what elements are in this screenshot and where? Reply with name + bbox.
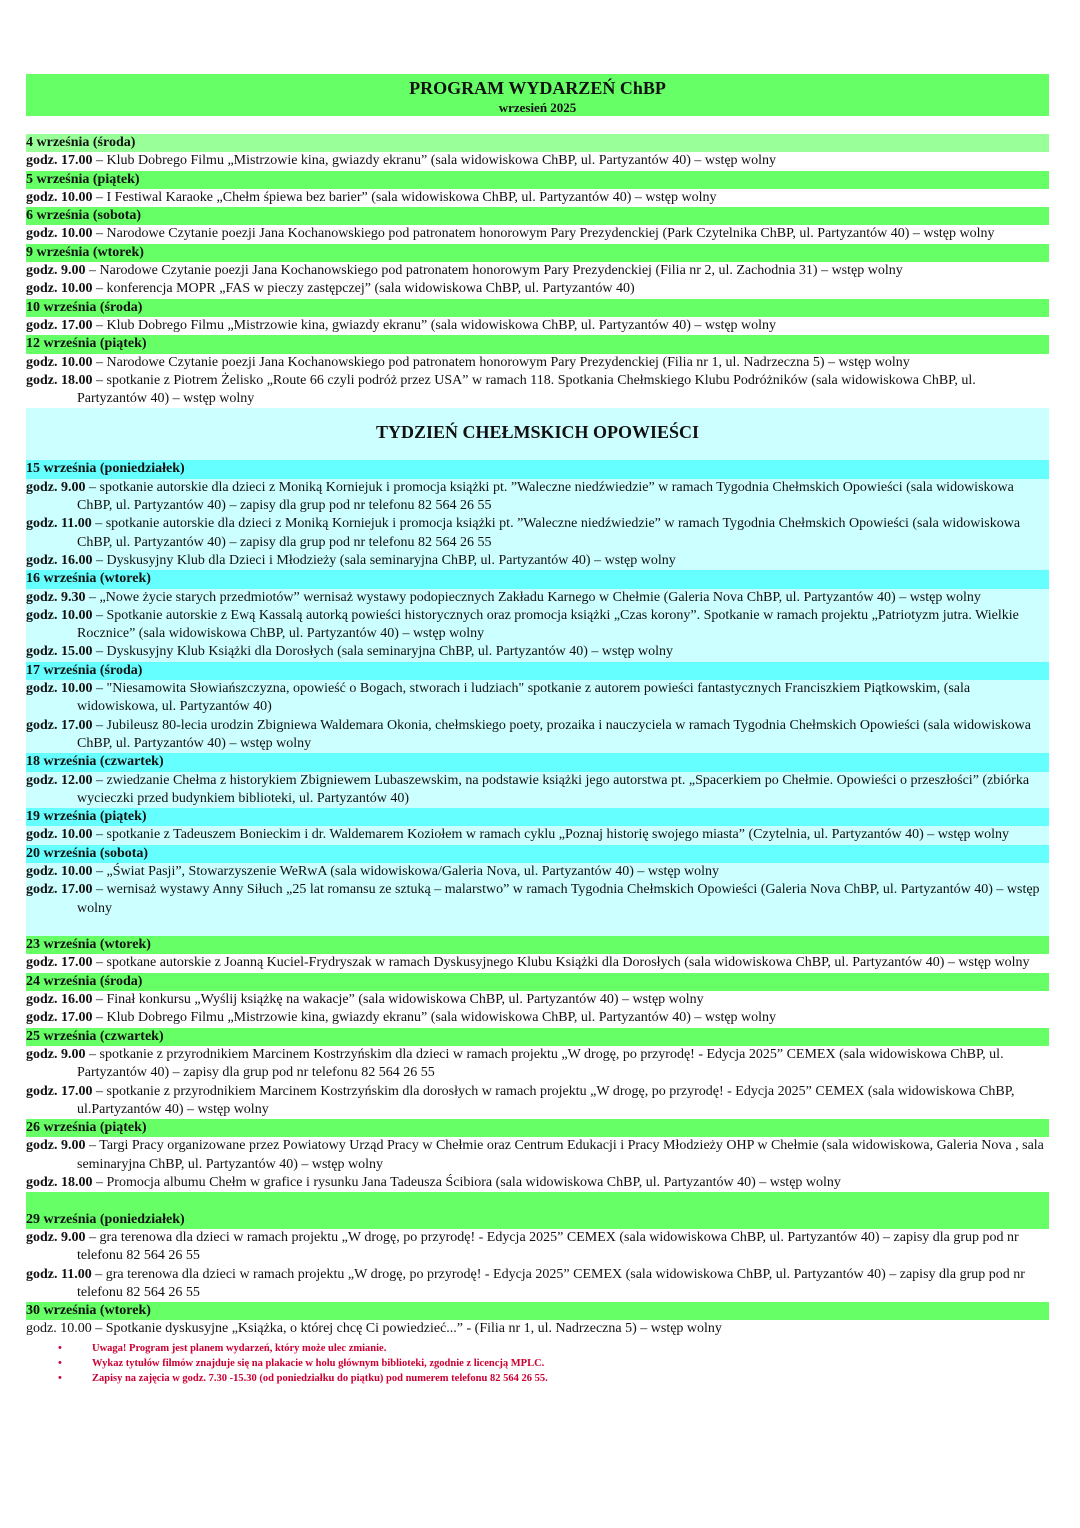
event-entry (26, 372, 1049, 409)
event-description: – Jubileusz 80-lecia urodzin Zbigniewa Waldemara Okonia, chełmskiego poety, prozaika i nauczyciela w ramach Tygodnia Chełmskich Opowieści (sala widowiskowa ChBP, ul. Partyzantów 40) – wstęp wolny (77, 717, 1031, 751)
event-entry (26, 189, 1049, 207)
event-description: – Finał konkursu „Wyślij książkę na wakacje” (sala widowiskowa ChBP, ul. Partyzantów 40) – wstęp wolny (92, 992, 704, 1008)
event-description: – wernisaż wystawy Anny Siłuch „25 lat romansu ze sztuką – malarstwo” w ramach Tygodnia Chełmskich Opowieści (Galeria Nova ChBP, ul. Partyzantów 40) – wstęp wolny (77, 882, 1040, 916)
program-header (26, 74, 1049, 116)
event-time: godz. 10.00 (26, 681, 93, 697)
event-entry (26, 1046, 1049, 1083)
event-description: – gra terenowa dla dzieci w ramach projektu „W drogę, po przyrodę! - Edycja 2025” CEMEX (sala widowiskowa ChBP, ul. Partyzantów 40) – zapisy dla grup pod nr telefonu 82 564 26 55 (77, 1229, 1019, 1264)
section-late-september (26, 936, 1049, 1192)
event-time: godz. 9.30 (26, 589, 86, 605)
event-description: – spotkanie z Tadeuszem Bonieckim i dr. Waldemarem Koziołem w ramach cyklu „Poznaj historię swojego miasta” (Czytelnia, ul. Partyzantów 40) – wstęp wolny (92, 827, 1009, 843)
event-description: – Targi Pracy organizowane przez Powiatowy Urząd Pracy w Chełmie oraz Centrum Edukacji i Pracy Młodzieży OHP w Chełmie (sala widowiskowa, Galeria Nova , sala seminaryjna ChBP, ul. Partyzantów 40) – wstęp wolny (77, 1138, 1044, 1172)
event-description: – Narodowe Czytanie poezji Jana Kochanowskiego pod patronatem honorowym Pary Prezydenckiej (Filia nr 1, ul. Nadrzeczna 5) – wstęp wolny (92, 354, 910, 370)
event-time: godz. 15.00 (26, 644, 93, 660)
event-time: godz. 9.00 (26, 479, 86, 495)
event-entry (26, 717, 1049, 754)
notes-list (26, 1341, 1049, 1387)
event-time: godz. 18.00 (26, 372, 93, 388)
event-entry (26, 607, 1049, 644)
event-entry (26, 1137, 1049, 1174)
event-time: godz. 9.00 (26, 1229, 86, 1245)
day-heading: 30 września (wtorek) (26, 1302, 1049, 1320)
event-entry (26, 772, 1049, 809)
event-entry (26, 225, 1049, 243)
event-time: godz. 10.00 (26, 827, 93, 843)
day-heading: 24 września (środa) (26, 973, 1049, 991)
event-description: – spotkane autorskie z Joanną Kuciel-Frydryszak w ramach Dyskusyjnego Klubu Książki dla Dorosłych (sala widowiskowa ChBP, ul. Partyzantów 40) – wstęp wolny (92, 955, 1030, 971)
event-entry (26, 479, 1049, 516)
event-description: – „Świat Pasji”, Stowarzyszenie WeRwA (sala widowiskowa/Galeria Nova, ul. Partyzantów 40) – wstęp wolny (92, 863, 720, 879)
day-heading: 6 września (sobota) (26, 207, 1049, 225)
event-entry (26, 1320, 1049, 1338)
event-time: godz. 18.00 (26, 1175, 93, 1191)
day-heading: 19 września (piątek) (26, 808, 1049, 826)
day-heading: 12 września (piątek) (26, 335, 1049, 353)
event-description: – konferencja MOPR „FAS w pieczy zastępczej” (sala widowiskowa ChBP, ul. Partyzantów 40) (92, 281, 635, 297)
event-time: godz. 9.00 (26, 1138, 86, 1154)
week-title: TYDZIEŃ CHEŁMSKICH OPOWIEŚCI (375, 422, 700, 443)
section-week-of-stories (26, 460, 1049, 917)
event-time: godz. 10.00 (26, 607, 93, 623)
event-entry (26, 1009, 1049, 1027)
day-heading: 26 września (piątek) (26, 1119, 1049, 1137)
event-description: – gra terenowa dla dzieci w ramach projektu „W drogę, po przyrodę! - Edycja 2025” CEMEX (sala widowiskowa ChBP, ul. Partyzantów 40) – zapisy dla grup pod nr telefonu 82 564 26 55 (77, 1266, 1025, 1300)
event-entry (26, 1083, 1049, 1120)
day-heading: 4 września (środa) (26, 134, 1049, 152)
event-description: – spotkanie z przyrodnikiem Marcinem Kostrzyńskim dla dorosłych w ramach projektu „W drogę, po przyrodę! - Edycja 2025” CEMEX (sala widowiskowa ChBP, ul.Partyzantów 40) – wstęp wolny (77, 1083, 1015, 1117)
day-heading: 20 września (sobota) (26, 845, 1049, 863)
day-heading: 9 września (wtorek) (26, 244, 1049, 262)
event-entry (26, 643, 1049, 661)
day-heading: 15 września (poniedziałek) (26, 460, 1049, 478)
event-time: godz. 10.00 (26, 226, 93, 242)
day-heading: 10 września (środa) (26, 299, 1049, 317)
event-description: – "Niesamowita Słowiańszczyzna, opowieść o Bogach, stworach i ludziach" spotkanie z autorem powieści fantastycznych Franciszkiem Piątkowskim, (sala widowiskowa, ul. Partyzantów 40) (77, 681, 971, 715)
program-subtitle: wrzesień 2025 (498, 100, 577, 115)
event-time: godz. 16.00 (26, 992, 93, 1008)
event-entry (26, 1229, 1049, 1266)
event-time: godz. 9.00 (26, 263, 86, 279)
day-heading: 25 września (czwartek) (26, 1028, 1049, 1046)
event-time: godz. 17.00 (26, 1083, 93, 1099)
event-entry (26, 1174, 1049, 1192)
week-of-stories-region (26, 408, 1049, 936)
event-description: – Promocja albumu Chełm w grafice i rysunku Jana Tadeusza Ścibiora (sala widowiskowa ChBP, ul. Partyzantów 40) – wstęp wolny (92, 1175, 841, 1191)
event-description: – spotkanie autorskie dla dzieci z Moniką Korniejuk i promocja książki pt. ”Waleczne niedźwiedzie” w ramach Tygodnia Chełmskich Opowieści (sala widowiskowa ChBP, ul. Partyzantów 40) – zapisy dla grup pod nr telefonu 82 564 26 55 (77, 479, 1014, 514)
note-item: • Wykaz tytułów filmów znajduje się na plakacie w holu głównym biblioteki, zgodnie z licencją MPLC. (26, 1356, 1049, 1371)
event-description: – Narodowe Czytanie poezji Jana Kochanowskiego pod patronatem honorowym Pary Prezydenckiej (Park Czytelnika ChBP, ul. Partyzantów 40) – wstęp wolny (92, 226, 995, 242)
event-time: godz. 17.00 (26, 717, 93, 733)
event-time: godz. 16.00 (26, 552, 93, 568)
event-entry (26, 589, 1049, 607)
event-description: – spotkanie autorskie dla dzieci z Moniką Korniejuk i promocja książki pt. ”Waleczne niedźwiedzie” w ramach Tygodnia Chełmskich Opowieści (sala widowiskowa ChBP, ul. Partyzantów 40) – zapisy dla grup pod nr telefonu 82 564 26 55 (77, 516, 1021, 550)
event-time: godz. 11.00 (26, 1266, 92, 1282)
event-entry (26, 826, 1049, 844)
event-entry (26, 552, 1049, 570)
event-entry (26, 280, 1049, 298)
spacer (26, 918, 1049, 936)
event-description: – spotkanie z przyrodnikiem Marcinem Kostrzyńskim dla dzieci w ramach projektu „W drogę, po przyrodę! - Edycja 2025” CEMEX (sala widowiskowa ChBP, ul. Partyzantów 40) – zapisy dla grup pod nr telefonu 82 564 26 55 (77, 1046, 1004, 1081)
event-description: – Dyskusyjny Klub Książki dla Dorosłych (sala seminaryjna ChBP, ul. Partyzantów 40) – wstęp wolny (92, 644, 674, 660)
day-heading: 16 września (wtorek) (26, 570, 1049, 588)
day-heading: 5 września (piątek) (26, 171, 1049, 189)
day-heading: 18 września (czwartek) (26, 753, 1049, 771)
day-heading: 17 września (środa) (26, 662, 1049, 680)
event-description: – Klub Dobrego Filmu „Mistrzowie kina, gwiazdy ekranu” (sala widowiskowa ChBP, ul. Partyzantów 40) – wstęp wolny (92, 1010, 777, 1026)
event-time: godz. 11.00 (26, 516, 92, 532)
event-description: godz. 10.00 – Spotkanie dyskusyjne „Książka, o której chcę Ci powiedzieć...” - (Filia nr 1, ul. Nadrzeczna 5) – wstęp wolny (26, 1321, 722, 1337)
event-entry (26, 354, 1049, 372)
event-time: godz. 10.00 (26, 189, 93, 205)
event-time: godz. 17.00 (26, 955, 93, 971)
program-document (26, 74, 1049, 1386)
event-time: godz. 12.00 (26, 772, 93, 788)
event-entry (26, 881, 1049, 918)
event-description: – „Nowe życie starych przedmiotów” wernisaż wystawy podopiecznych Zakładu Karnego w Chełmie (Galeria Nova ChBP, ul. Partyzantów 40) – wstęp wolny (85, 589, 981, 605)
event-time: godz. 10.00 (26, 354, 93, 370)
note-item: • Uwaga! Program jest planem wydarzeń, który może ulec zmianie. (26, 1341, 1049, 1356)
event-entry (26, 515, 1049, 552)
note-item: • Zapisy na zajęcia w godz. 7.30 -15.30 (od poniedziałku do piątku) pod numerem telefonu 82 564 26 55. (26, 1371, 1049, 1386)
event-time: godz. 17.00 (26, 882, 93, 898)
event-description: – Klub Dobrego Filmu „Mistrzowie kina, gwiazdy ekranu” (sala widowiskowa ChBP, ul. Partyzantów 40) – wstęp wolny (92, 317, 777, 333)
event-entry (26, 152, 1049, 170)
section-end-september (26, 1211, 1049, 1339)
event-entry (26, 1266, 1049, 1303)
event-description: – Dyskusyjny Klub dla Dzieci i Młodzieży (sala seminaryjna ChBP, ul. Partyzantów 40) – wstęp wolny (92, 552, 676, 568)
event-entry (26, 954, 1049, 972)
event-entry (26, 680, 1049, 717)
section-early-september (26, 134, 1049, 408)
event-time: godz. 17.00 (26, 1010, 93, 1026)
event-time: godz. 17.00 (26, 317, 93, 333)
event-description: – spotkanie z Piotrem Żelisko „Route 66 czyli podróż przez USA” w ramach 118. Spotkania Chełmskiego Klubu Podróżników (sala widowiskowa ChBP, ul. Partyzantów 40) – wstęp wolny (77, 372, 976, 407)
event-description: – Spotkanie autorskie z Ewą Kassalą autorką powieści historycznych oraz promocja książki „Czas korony”. Spotkanie w ramach projektu „Patriotyzm jutra. Wielkie Rocznice” (sala widowiskowa ChBP, ul. Partyzantów 40) – wstęp wolny (77, 607, 1019, 642)
event-time: godz. 10.00 (26, 863, 93, 879)
event-entry (26, 991, 1049, 1009)
event-entry (26, 317, 1049, 335)
event-description: – I Festiwal Karaoke „Chełm śpiewa bez barier” (sala widowiskowa ChBP, ul. Partyzantów 40) – wstęp wolny (92, 189, 717, 205)
day-heading: 23 września (wtorek) (26, 936, 1049, 954)
spacer-green (26, 1192, 1049, 1210)
program-title: PROGRAM WYDARZEŃ ChBP (409, 78, 666, 98)
day-heading: 29 września (poniedziałek) (26, 1211, 1049, 1229)
event-description: – Narodowe Czytanie poezji Jana Kochanowskiego pod patronatem honorowym Pary Prezydenckiej (Filia nr 2, ul. Zachodnia 31) – wstęp wolny (85, 263, 903, 279)
event-entry (26, 262, 1049, 280)
event-entry (26, 863, 1049, 881)
event-time: godz. 17.00 (26, 153, 93, 169)
event-time: godz. 9.00 (26, 1046, 86, 1062)
event-description: – zwiedzanie Chełma z historykiem Zbigniewem Lubaszewskim, na podstawie książki jego autorstwa pt. „Spacerkiem po Chełmie. Opowieści o przeszłości” (zbiórka wycieczki przed budynkiem biblioteki, ul. Partyzantów 40) (77, 772, 1030, 806)
event-time: godz. 10.00 (26, 281, 93, 297)
event-description: – Klub Dobrego Filmu „Mistrzowie kina, gwiazdy ekranu” (sala widowiskowa ChBP, ul. Partyzantów 40) – wstęp wolny (92, 153, 777, 169)
